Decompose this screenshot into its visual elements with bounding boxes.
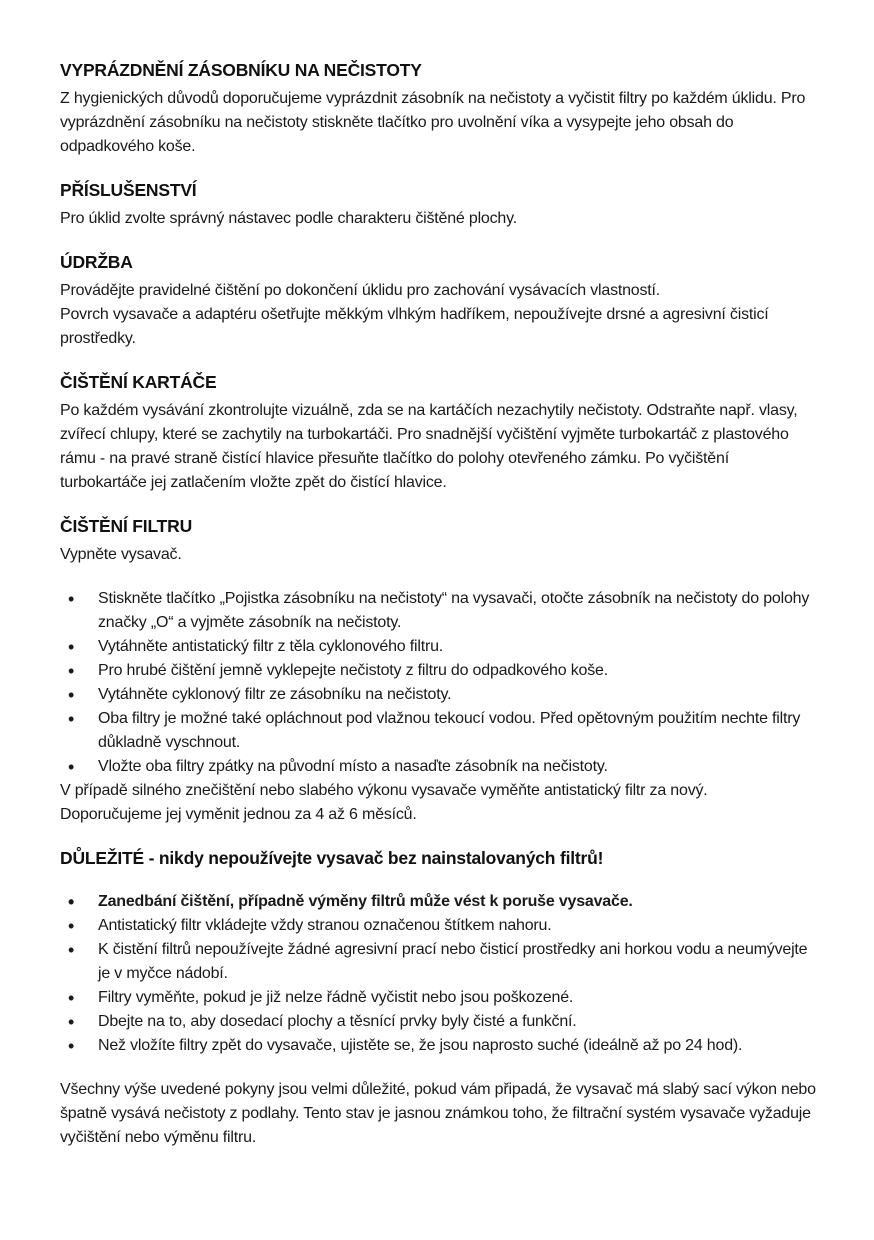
important-notes-list	[60, 890, 816, 1058]
list-item: • Antistatický filtr vkládejte vždy stranou označenou štítkem nahoru.	[60, 914, 816, 938]
list-item: • Vytáhněte antistatický filtr z těla cyklonového filtru.	[60, 635, 816, 659]
section-brush-cleaning	[60, 370, 816, 495]
list-item: • Zanedbání čištění, případně výměny filtrů může vést k poruše vysavače.	[60, 890, 816, 914]
section-emptying-dust-container	[60, 58, 816, 159]
section-heading: ČIŠTĚNÍ FILTRU	[60, 516, 193, 536]
list-item: • Oba filtry je možné také opláchnout pod vlažnou tekoucí vodou. Před opětovným použitím nechte filtry důkladně vyschnout.	[60, 707, 816, 755]
section-heading: ÚDRŽBA	[60, 252, 133, 272]
filter-cleaning-steps-list	[60, 587, 816, 779]
list-item: • Vložte oba filtry zpátky na původní místo a nasaďte zásobník na nečistoty.	[60, 755, 816, 779]
list-item: • Vytáhněte cyklonový filtr ze zásobníku na nečistoty.	[60, 683, 816, 707]
list-item: • Než vložíte filtry zpět do vysavače, ujistěte se, že jsou naprosto suché (ideálně až po 24 hod).	[60, 1034, 816, 1058]
paragraph-line: Povrch vysavače a adaptéru ošetřujte měkkým vlhkým hadříkem, nepoužívejte drsné a agresivní čisticí prostředky.	[60, 306, 769, 347]
list-item: • Filtry vyměňte, pokud je již nelze řádně vyčistit nebo jsou poškozené.	[60, 986, 816, 1010]
paragraph-line: Provádějte pravidelné čištění po dokončení úklidu pro zachování vysávacích vlastností.	[60, 282, 661, 299]
section-heading: PŘÍSLUŠENSTVÍ	[60, 180, 197, 200]
section-heading: ČIŠTĚNÍ KARTÁČE	[60, 372, 217, 392]
paragraph: Pro úklid zvolte správný nástavec podle charakteru čištěné plochy.	[60, 210, 517, 227]
list-item: • K čistění filtrů nepoužívejte žádné agresivní prací nebo čisticí prostředky ani horkou vodu a neumývejte je v myčce nádobí.	[60, 938, 816, 986]
section-filter-cleaning	[60, 514, 816, 827]
paragraph: Po každém vysávání zkontrolujte vizuálně, zda se na kartáčích nezachytily nečistoty. Odstraňte např. vlasy, zvířecí chlupy, které se zachytily na turbokartáči. Pro snadnější vyčištění vyjměte turbokartáč z plastového rámu - na pravé straně čistící hlavice přesuňte tlačítko do polohy otevřeného zámku. Po vyčištění turbokartáče jej zatlačením vložte zpět do čistící hlavice.	[60, 402, 798, 491]
paragraph-line: Doporučujeme jej vyměnit jednou za 4 až 6 měsíců.	[60, 806, 417, 823]
paragraph: Vypněte vysavač.	[60, 546, 182, 563]
paragraph	[60, 779, 816, 827]
paragraph: Z hygienických důvodů doporučujeme vyprázdnit zásobník na nečistoty a vyčistit filtry po každém úklidu. Pro vyprázdnění zásobníku na nečistoty stiskněte tlačítko pro uvolnění víka a vysypejte jeho obsah do odpadkového koše.	[60, 90, 806, 155]
section-maintenance	[60, 250, 816, 351]
section-accessories	[60, 178, 816, 231]
list-item: • Dbejte na to, aby dosedací plochy a těsnící prvky byly čisté a funkční.	[60, 1010, 816, 1034]
list-item: • Pro hrubé čištění jemně vyklepejte nečistoty z filtru do odpadkového koše.	[60, 659, 816, 683]
paragraph	[60, 279, 816, 351]
important-heading: DŮLEŽITÉ - nikdy nepoužívejte vysavač bez nainstalovaných filtrů!	[60, 848, 604, 868]
paragraph-line: V případě silného znečištění nebo slabého výkonu vysavače vyměňte antistatický filtr za nový.	[60, 782, 708, 799]
section-important-warning	[60, 846, 816, 1058]
section-heading: VYPRÁZDNĚNÍ ZÁSOBNÍKU NA NEČISTOTY	[60, 60, 422, 80]
list-item: • Stiskněte tlačítko „Pojistka zásobníku na nečistoty“ na vysavači, otočte zásobník na nečistoty do polohy značky „O“ a vyjměte zásobník na nečistoty.	[60, 587, 816, 635]
closing-paragraph: Všechny výše uvedené pokyny jsou velmi důležité, pokud vám připadá, že vysavač má slabý sací výkon nebo špatně vysává nečistoty z podlahy. Tento stav je jasnou známkou toho, že filtrační systém vysavače vyžaduje vyčištění nebo výměnu filtru.	[60, 1081, 816, 1146]
